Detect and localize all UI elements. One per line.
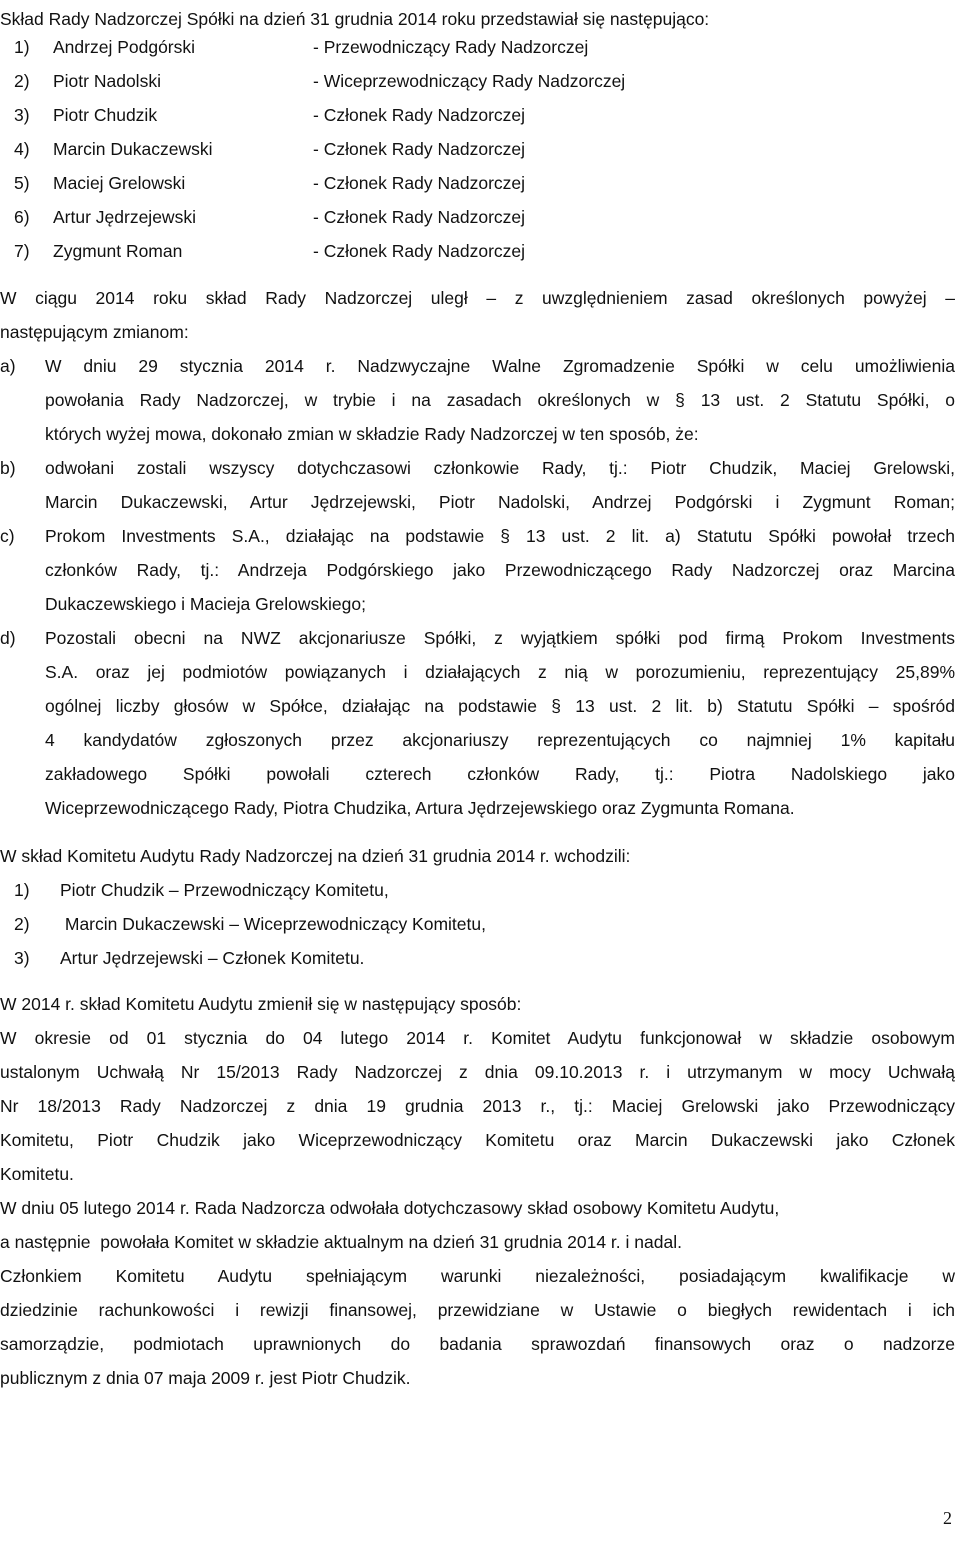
paragraph-line: ogólnej liczby głosów w Spółce, działając na podstawie § 13 ust. 2 lit. b) Statutu Spółki – spośród xyxy=(45,696,955,716)
item-number: 5) xyxy=(14,173,30,193)
member-name: Marcin Dukaczewski xyxy=(53,139,213,159)
paragraph-line: Komitetu, Piotr Chudzik jako Wiceprzewodniczący Komitetu oraz Marcin Dukaczewski jako Członek xyxy=(0,1130,955,1150)
member-name: Artur Jędrzejewski xyxy=(53,207,196,227)
paragraph-line: Wiceprzewodniczącego Rady, Piotra Chudzika, Artura Jędrzejewskiego oraz Zygmunta Romana. xyxy=(45,798,795,818)
paragraph-line: S.A. oraz jej podmiotów powiązanych i działających z nią w porozumieniu, reprezentujący 25,89% xyxy=(45,662,955,682)
member-name: Andrzej Podgórski xyxy=(53,37,196,57)
paragraph-line: Marcin Dukaczewski, Artur Jędrzejewski, Piotr Nadolski, Andrzej Podgórski i Zygmunt Roman; xyxy=(45,492,955,512)
committee-intro: W skład Komitetu Audytu Rady Nadzorczej na dzień 31 grudnia 2014 r. wchodzili: xyxy=(0,846,631,866)
paragraph-line: publicznym z dnia 07 maja 2009 r. jest Piotr Chudzik. xyxy=(0,1368,411,1388)
page-number: 2 xyxy=(943,1508,952,1528)
item-number: 4) xyxy=(14,139,30,159)
item-letter: a) xyxy=(0,356,16,376)
paragraph-line: Komitetu. xyxy=(0,1164,74,1184)
item-letter: c) xyxy=(0,526,15,546)
changes-intro-line: W ciągu 2014 roku skład Rady Nadzorczej uległ – z uwzględnieniem zasad określonych powyżej – xyxy=(0,288,955,308)
item-number: 3) xyxy=(14,105,30,125)
member-role: - Członek Rady Nadzorczej xyxy=(313,173,526,193)
paragraph-line: powołania Rady Nadzorczej, w trybie i na zasadach określonych w § 13 ust. 2 Statutu Spółki, o xyxy=(45,390,955,410)
changes-intro-line: następującym zmianom: xyxy=(0,322,189,342)
member-role: - Członek Rady Nadzorczej xyxy=(313,241,526,261)
item-number: 7) xyxy=(14,241,30,261)
item-number: 1) xyxy=(14,880,30,900)
paragraph-line: samorządzie, podmiotach uprawnionych do badania sprawozdań finansowych oraz o nadzorze xyxy=(0,1334,955,1354)
committee-member: Artur Jędrzejewski – Członek Komitetu. xyxy=(60,948,365,968)
paragraph-line: ustalonym Uchwałą Nr 15/2013 Rady Nadzorczej z dnia 09.10.2013 r. i utrzymanym w mocy Uchwałą xyxy=(0,1062,955,1082)
item-number: 2) xyxy=(14,71,30,91)
paragraph-line: W dniu 29 stycznia 2014 r. Nadzwyczajne Walne Zgromadzenie Spółki w celu umożliwienia xyxy=(45,356,955,376)
paragraph-line: Dukaczewskiego i Macieja Grelowskiego; xyxy=(45,594,366,614)
paragraph-line: odwołani zostali wszyscy dotychczasowi członkowie Rady, tj.: Piotr Chudzik, Maciej Grelowski, xyxy=(45,458,955,478)
paragraph-line: Prokom Investments S.A., działając na podstawie § 13 ust. 2 lit. a) Statutu Spółki powołał trzech xyxy=(45,526,955,546)
item-number: 1) xyxy=(14,37,30,57)
paragraph-line: członków Rady, tj.: Andrzeja Podgórskiego jako Przewodniczącego Rady Nadzorczej oraz Marcina xyxy=(45,560,955,580)
paragraph-line: Członkiem Komitetu Audytu spełniającym warunki niezależności, posiadającym kwalifikacje w xyxy=(0,1266,955,1286)
committee-member: Piotr Chudzik – Przewodniczący Komitetu, xyxy=(60,880,389,900)
committee-member: Marcin Dukaczewski – Wiceprzewodniczący Komitetu, xyxy=(60,914,486,934)
item-letter: d) xyxy=(0,628,16,648)
member-role: - Członek Rady Nadzorczej xyxy=(313,139,526,159)
paragraph-line: Nr 18/2013 Rady Nadzorczej z dnia 19 grudnia 2013 r., tj.: Maciej Grelowski jako Przewodniczący xyxy=(0,1096,955,1116)
paragraph-line: których wyżej mowa, dokonało zmian w składzie Rady Nadzorczej w ten sposób, że: xyxy=(45,424,699,444)
paragraph-line: dziedzinie rachunkowości i rewizji finansowej, przewidziane w Ustawie o biegłych rewidentach i ich xyxy=(0,1300,955,1320)
member-role: - Wiceprzewodniczący Rady Nadzorczej xyxy=(313,71,626,91)
member-role: - Członek Rady Nadzorczej xyxy=(313,105,526,125)
item-number: 2) xyxy=(14,914,30,934)
item-number: 3) xyxy=(14,948,30,968)
member-role: - Członek Rady Nadzorczej xyxy=(313,207,526,227)
item-number: 6) xyxy=(14,207,30,227)
paragraph-line: Pozostali obecni na NWZ akcjonariusze Spółki, z wyjątkiem spółki pod firmą Prokom Investments xyxy=(45,628,955,648)
paragraph-line: a następnie powołała Komitet w składzie aktualnym na dzień 31 grudnia 2014 r. i nadal. xyxy=(0,1232,682,1252)
item-letter: b) xyxy=(0,458,16,478)
intro-line: Skład Rady Nadzorczej Spółki na dzień 31 grudnia 2014 roku przedstawiał się następująco: xyxy=(0,9,710,29)
member-name: Piotr Chudzik xyxy=(53,105,158,125)
paragraph-line: 4 kandydatów zgłoszonych przez akcjonariuszy reprezentujących co najmniej 1% kapitału xyxy=(45,730,955,750)
paragraph-line: W dniu 05 lutego 2014 r. Rada Nadzorcza odwołała dotychczasowy skład osobowy Komitetu Audytu, xyxy=(0,1198,780,1218)
paragraph-line: W okresie od 01 stycznia do 04 lutego 2014 r. Komitet Audytu funkcjonował w składzie osobowym xyxy=(0,1028,955,1048)
paragraph-line: zakładowego Spółki powołali czterech członków Rady, tj.: Piotra Nadolskiego jako xyxy=(45,764,955,784)
member-name: Piotr Nadolski xyxy=(53,71,161,91)
member-name: Zygmunt Roman xyxy=(53,241,183,261)
committee-change-intro: W 2014 r. skład Komitetu Audytu zmienił się w następujący sposób: xyxy=(0,994,522,1014)
member-role: - Przewodniczący Rady Nadzorczej xyxy=(313,37,589,57)
member-name: Maciej Grelowski xyxy=(53,173,186,193)
